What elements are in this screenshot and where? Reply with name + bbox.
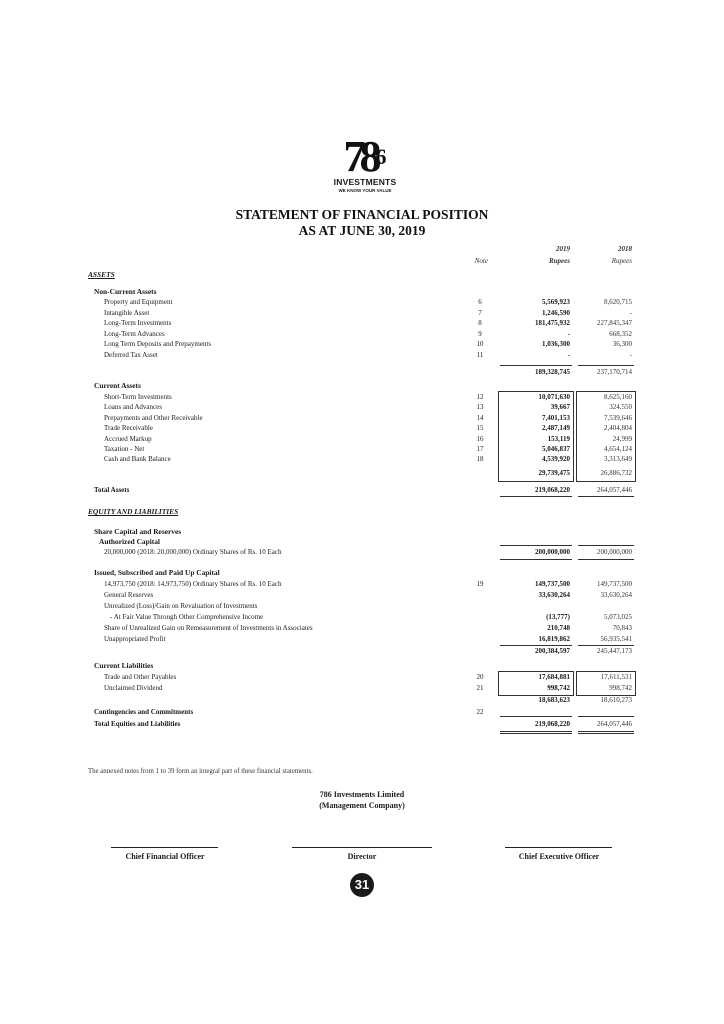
- general-reserves-row: [0, 591, 724, 601]
- ca-row: [0, 435, 724, 445]
- associates-2019: 210,748: [547, 624, 570, 632]
- statement-title: STATEMENT OF FINANCIAL POSITION: [235, 207, 489, 222]
- share-capital-heading: Share Capital and Reserves: [94, 527, 182, 536]
- unrealized-row: [0, 602, 724, 612]
- nca-label: Property and Equipment: [104, 298, 173, 306]
- ca-total-2019: 29,739,475: [538, 469, 570, 477]
- company-name: 786 Investments Limited: [319, 790, 405, 799]
- equity-total-line-2018: [578, 645, 634, 646]
- ca-label: Taxation - Net: [104, 445, 145, 453]
- ca-y2018: 4,654,124: [604, 445, 632, 453]
- logo-number: $78^6$: [343, 132, 387, 181]
- ca-note: 16: [476, 434, 484, 443]
- unrealized-label: Unrealized (Loss)/Gain on Revaluation of Investments: [104, 602, 258, 610]
- fvoci-2018: 5,073,025: [604, 613, 632, 621]
- grand-total-double-underline-2018: [578, 733, 634, 734]
- ca-y2018: 2,404,804: [604, 424, 632, 433]
- equity-heading: EQUITY AND LIABILITIES: [88, 507, 179, 516]
- ca-y2019: 5,046,837: [542, 445, 570, 453]
- nca-y2019: 181,475,932: [535, 319, 570, 328]
- unappropriated-2019: 16,819,862: [538, 635, 570, 643]
- equity-total-line-2019: [500, 645, 572, 646]
- ca-y2019: 153,119: [547, 434, 570, 443]
- ca-label: Accrued Markup: [104, 434, 152, 443]
- nca-label: Long-Term Investments: [104, 319, 172, 328]
- ca-row: [0, 424, 724, 434]
- total-equity-liabilities-2018: 264,057,446: [597, 720, 632, 728]
- unclaimed-dividend-2018: 998,742: [609, 684, 632, 692]
- nca-note: 7: [478, 308, 482, 317]
- signature-line-ceo: [505, 847, 612, 848]
- ca-note: 12: [476, 393, 484, 401]
- nca-y2019: -: [567, 329, 570, 338]
- nca-label: Deferred Tax Asset: [104, 351, 158, 359]
- authorized-capital-2019: 200,000,000: [535, 548, 570, 556]
- ca-row: [0, 414, 724, 424]
- general-reserves-2018: 33,630,264: [600, 591, 632, 599]
- current-assets-heading: Current Assets: [94, 381, 141, 390]
- associates-row: [0, 624, 724, 634]
- equity-total-2019: 200,384,597: [535, 647, 570, 655]
- issued-capital-label: 14,973,750 (2018: 14,973,750) Ordinary Shares of Rs. 10 Each: [104, 580, 282, 588]
- trade-payables-row: [0, 673, 724, 683]
- logo-brand: INVESTMENTS: [333, 177, 397, 187]
- grand-total-underline-2018: [578, 731, 634, 732]
- contingencies-label: Contingencies and Commitments: [94, 708, 194, 716]
- header-year-2018: 2018: [618, 245, 632, 253]
- ca-note: 13: [476, 403, 484, 412]
- signature-line-cfo: [111, 847, 218, 848]
- liabilities-total-2018: 18,610,273: [600, 696, 632, 704]
- nca-note: 10: [476, 340, 484, 349]
- nca-y2019: 1,246,590: [542, 308, 570, 317]
- general-reserves-label: General Reserves: [104, 591, 154, 599]
- nca-note: 8: [478, 319, 482, 328]
- unappropriated-row: [0, 635, 724, 645]
- nca-y2019: 5,569,923: [542, 298, 570, 306]
- nca-total-row: [0, 368, 724, 378]
- trade-payables-note: 20: [476, 673, 484, 681]
- issued-capital-2018: 149,737,500: [597, 580, 632, 588]
- trade-payables-2018: 17,611,531: [600, 673, 632, 681]
- nca-total-line-2019: [500, 365, 572, 366]
- nca-row: [0, 309, 724, 319]
- total-assets-underline-2019: [500, 496, 572, 497]
- unclaimed-dividend-2019: 998,742: [547, 684, 570, 692]
- authorized-capital-row: [0, 548, 724, 558]
- total-assets-2019: 219,068,220: [535, 486, 570, 494]
- ca-row: [0, 393, 724, 403]
- grand-total-double-underline-2019: [500, 733, 572, 734]
- ca-y2018: 3,313,649: [604, 455, 632, 464]
- ca-total-2018: 26,886,732: [600, 469, 632, 477]
- assets-heading: ASSETS: [88, 270, 115, 279]
- ca-y2019: 2,487,149: [542, 424, 570, 433]
- unclaimed-dividend-label: Unclaimed Dividend: [104, 684, 163, 692]
- unappropriated-label: Unappropriated Profit: [104, 635, 166, 643]
- issued-capital-row: [0, 580, 724, 590]
- equity-total-2018: 245,447,173: [597, 647, 632, 655]
- unappropriated-2018: 56,935,541: [600, 635, 632, 643]
- fvoci-row: [0, 613, 724, 623]
- unclaimed-dividend-row: [0, 684, 724, 694]
- nca-row: [0, 298, 724, 308]
- ca-row: [0, 455, 724, 465]
- header-rupees-2018: Rupees: [611, 257, 632, 265]
- ca-row: [0, 403, 724, 413]
- total-assets-underline-2018: [578, 496, 634, 497]
- general-reserves-2019: 33,630,264: [538, 591, 570, 599]
- ca-y2018: 7,539,646: [604, 413, 632, 422]
- ca-label: Short-Term Investments: [104, 393, 172, 401]
- nca-y2018: -: [629, 308, 632, 317]
- signature-director: Director: [347, 852, 377, 861]
- liabilities-total-row: [0, 696, 724, 706]
- ca-y2019: 39,667: [550, 403, 570, 412]
- company-logo: [330, 132, 400, 193]
- ca-y2018: 24,999: [612, 434, 632, 443]
- nca-note: 9: [478, 329, 482, 338]
- grand-total-line-top-2019: [500, 716, 572, 717]
- nca-row: [0, 330, 724, 340]
- ca-y2019: 10,071,630: [538, 393, 570, 401]
- nca-y2019: -: [567, 351, 570, 359]
- nca-total-2018: 237,170,714: [597, 368, 632, 376]
- footnote: The annexed notes from 1 to 39 form an integral part of these financial statements.: [88, 768, 313, 775]
- authorized-capital-heading: Authorized Capital: [99, 537, 160, 546]
- contingencies-note: 22: [476, 708, 484, 716]
- ca-label: Trade Receivable: [104, 424, 153, 433]
- total-equity-liabilities-row: [0, 720, 724, 730]
- total-assets-label: Total Assets: [94, 486, 130, 494]
- issued-capital-note: 19: [476, 580, 484, 588]
- nca-y2018: 8,620,715: [604, 298, 632, 306]
- ca-note: 14: [476, 413, 484, 422]
- ca-row: [0, 445, 724, 455]
- ca-note: 15: [476, 424, 484, 433]
- nca-total-2019: 189,328,745: [535, 368, 570, 376]
- nca-y2019: 1,036,300: [542, 340, 570, 349]
- nca-note: 6: [478, 298, 482, 306]
- nca-row: [0, 340, 724, 350]
- grand-total-line-top-2018: [578, 716, 634, 717]
- nca-y2018: 36,300: [612, 340, 632, 349]
- equity-total-row: [0, 647, 724, 657]
- authorized-line-top-2018: [578, 545, 634, 546]
- company-block: [0, 789, 724, 811]
- signature-cfo: Chief Financial Officer: [125, 852, 205, 861]
- nca-row: [0, 319, 724, 329]
- nca-y2018: 668,352: [609, 329, 632, 338]
- associates-label: Share of Unrealized Gain on Remeasurement of Investments in Associates: [104, 624, 313, 632]
- trade-payables-2019: 17,684,881: [538, 673, 570, 681]
- authorized-capital-label: 20,000,000 (2018: 20,000,000) Ordinary Shares of Rs. 10 Each: [104, 548, 282, 556]
- total-assets-row: [0, 486, 724, 496]
- ca-y2018: 8,625,160: [604, 393, 632, 401]
- nca-note: 11: [476, 351, 484, 359]
- logo-tagline: WE KNOW YOUR VALUE: [338, 188, 392, 193]
- fvoci-2019: (13,777): [546, 613, 570, 621]
- statement-date: AS AT JUNE 30, 2019: [298, 223, 426, 238]
- ca-label: Loans and Advances: [104, 403, 162, 412]
- authorized-line-top-2019: [500, 545, 572, 546]
- nca-y2018: -: [629, 351, 632, 359]
- ca-label: Cash and Bank Balance: [104, 455, 171, 464]
- nca-y2018: 227,845,347: [597, 319, 632, 328]
- header-rupees-2019: Rupees: [549, 257, 570, 265]
- trade-payables-label: Trade and Other Payables: [104, 673, 177, 681]
- total-equity-liabilities-label: Total Equities and Liabilities: [94, 720, 181, 728]
- liabilities-total-2019: 18,683,623: [538, 696, 570, 704]
- signature-line-director: [292, 847, 432, 848]
- authorized-capital-2018: 200,000,000: [597, 548, 632, 556]
- nca-label: Long Term Deposits and Prepayments: [104, 340, 212, 349]
- total-assets-2018: 264,057,446: [597, 486, 632, 494]
- ca-note: 17: [476, 445, 484, 453]
- associates-2018: 70,843: [612, 624, 632, 632]
- non-current-assets-heading: Non-Current Assets: [94, 287, 157, 296]
- page-number: 31: [350, 873, 374, 897]
- grand-total-underline-2019: [500, 731, 572, 732]
- unclaimed-dividend-note: 21: [476, 684, 484, 692]
- nca-total-line-2018: [578, 365, 634, 366]
- header-note: Note: [474, 257, 488, 265]
- ca-label: Prepayments and Other Receivable: [104, 413, 203, 422]
- issued-capital-heading: Issued, Subscribed and Paid Up Capital: [94, 568, 220, 577]
- company-role: (Management Company): [319, 801, 405, 810]
- fvoci-label: - At Fair Value Through Other Comprehensive Income: [110, 613, 264, 621]
- ca-note: 18: [476, 455, 484, 464]
- ca-y2018: 324,550: [609, 403, 632, 412]
- ca-y2019: 4,539,920: [542, 455, 570, 464]
- authorized-line-bottom-2018: [578, 559, 634, 560]
- current-liabilities-heading: Current Liabilities: [94, 661, 154, 670]
- authorized-line-bottom-2019: [500, 559, 572, 560]
- ca-total-row: [0, 469, 724, 479]
- ca-y2019: 7,401,153: [542, 413, 570, 422]
- signature-ceo: Chief Executive Officer: [518, 852, 600, 861]
- nca-label: Long-Term Advances: [104, 329, 165, 338]
- header-year-2019: 2019: [556, 245, 570, 253]
- nca-row: [0, 351, 724, 361]
- total-equity-liabilities-2019: 219,068,220: [535, 720, 570, 728]
- nca-label: Intangible Asset: [104, 308, 150, 317]
- issued-capital-2019: 149,737,500: [535, 580, 570, 588]
